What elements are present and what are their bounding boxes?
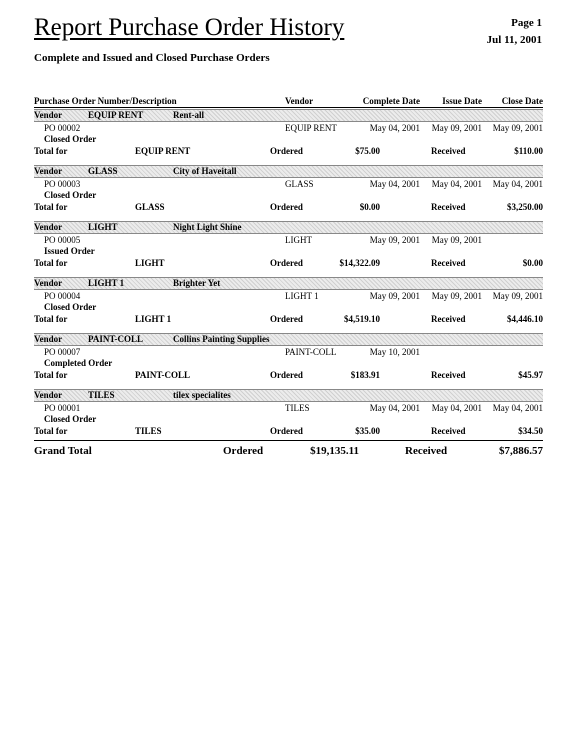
received-label: Received (431, 314, 466, 324)
po-close-date: May 04, 2001 (492, 403, 543, 413)
vendor-label: Vendor (34, 222, 63, 232)
ordered-amount: $35.00 (355, 426, 380, 436)
total-vendor-code: GLASS (135, 202, 165, 212)
total-vendor-code: TILES (135, 426, 162, 436)
grand-received-label: Received (405, 445, 448, 457)
vendor-bar (34, 109, 543, 122)
ordered-amount: $4,519.10 (344, 314, 380, 324)
vendor-label: Vendor (34, 278, 63, 288)
vendor-name: City of Haveitall (173, 166, 237, 176)
report-date: Jul 11, 2001 (486, 34, 542, 46)
col-close-date: Close Date (501, 96, 543, 106)
vendor-name: tilex specialites (173, 390, 231, 400)
po-vendor: LIGHT (285, 235, 312, 245)
grand-total-label: Grand Total (34, 445, 92, 457)
column-headers (34, 96, 543, 108)
total-vendor-code: EQUIP RENT (135, 146, 191, 156)
vendor-bar (34, 333, 543, 346)
po-number: PO 00005 (44, 235, 81, 245)
po-status: Closed Order (44, 414, 97, 424)
po-status-row (34, 246, 543, 258)
grand-total-row (34, 440, 543, 459)
vendor-name: Night Light Shine (173, 222, 242, 232)
total-vendor-code: LIGHT 1 (135, 314, 172, 324)
po-status-row (34, 414, 543, 426)
vendor-code: LIGHT 1 (88, 278, 125, 288)
vendor-label: Vendor (34, 110, 63, 120)
ordered-amount: $183.91 (350, 370, 380, 380)
received-label: Received (431, 202, 466, 212)
ordered-label: Ordered (270, 370, 303, 380)
vendor-total-row (34, 314, 543, 326)
ordered-amount: $0.00 (359, 202, 380, 212)
po-complete-date: May 09, 2001 (369, 291, 420, 301)
report-title: Report Purchase Order History (34, 14, 345, 41)
po-status-row (34, 190, 543, 202)
total-vendor-code: LIGHT (135, 258, 165, 268)
po-issue-date: May 09, 2001 (431, 123, 482, 133)
po-complete-date: May 04, 2001 (369, 403, 420, 413)
po-status: Closed Order (44, 134, 97, 144)
po-status-row (34, 302, 543, 314)
po-vendor: GLASS (285, 179, 314, 189)
report-subtitle: Complete and Issued and Closed Purchase Orders (34, 52, 270, 64)
vendor-code: PAINT-COLL (88, 334, 144, 344)
received-amount: $3,250.00 (507, 202, 543, 212)
vendor-total-row (34, 426, 543, 438)
po-status: Closed Order (44, 190, 97, 200)
col-complete-date: Complete Date (362, 96, 420, 106)
grand-ordered-label: Ordered (223, 445, 264, 457)
received-label: Received (431, 258, 466, 268)
total-vendor-code: PAINT-COLL (135, 370, 191, 380)
received-label: Received (431, 146, 466, 156)
vendor-name: Rent-all (173, 110, 204, 120)
ordered-label: Ordered (270, 146, 303, 156)
vendor-name: Brighter Yet (173, 278, 221, 288)
ordered-label: Ordered (270, 314, 303, 324)
po-status-row (34, 358, 543, 370)
po-number: PO 00007 (44, 347, 81, 357)
po-number: PO 00002 (44, 123, 81, 133)
col-issue-date: Issue Date (442, 96, 482, 106)
po-status: Issued Order (44, 246, 95, 256)
po-number: PO 00001 (44, 403, 81, 413)
received-amount: $34.50 (518, 426, 543, 436)
po-issue-date: May 09, 2001 (431, 235, 482, 245)
ordered-amount: $14,322.09 (339, 258, 380, 268)
po-number: PO 00004 (44, 291, 81, 301)
ordered-label: Ordered (270, 426, 303, 436)
vendor-label: Vendor (34, 334, 63, 344)
po-issue-date: May 04, 2001 (431, 179, 482, 189)
vendor-total-row (34, 146, 543, 158)
vendor-bar (34, 221, 543, 234)
vendor-bar (34, 389, 543, 402)
po-status-row (34, 134, 543, 146)
vendor-code: TILES (88, 390, 115, 400)
po-complete-date: May 04, 2001 (369, 123, 420, 133)
po-close-date: May 04, 2001 (492, 179, 543, 189)
grand-ordered-amount: $19,135.11 (310, 445, 359, 457)
received-amount: $0.00 (522, 258, 543, 268)
po-complete-date: May 10, 2001 (369, 347, 420, 357)
vendor-code: LIGHT (88, 222, 118, 232)
received-amount: $110.00 (514, 146, 543, 156)
total-for-label: Total for (34, 314, 68, 324)
received-amount: $45.97 (518, 370, 543, 380)
po-status: Completed Order (44, 358, 113, 368)
vendor-bar (34, 277, 543, 290)
total-for-label: Total for (34, 370, 68, 380)
po-vendor: PAINT-COLL (285, 347, 337, 357)
total-for-label: Total for (34, 146, 68, 156)
vendor-code: GLASS (88, 166, 118, 176)
ordered-label: Ordered (270, 202, 303, 212)
grand-received-amount: $7,886.57 (499, 445, 543, 457)
col-po-description: Purchase Order Number/Description (34, 96, 177, 106)
total-for-label: Total for (34, 202, 68, 212)
po-complete-date: May 09, 2001 (369, 235, 420, 245)
po-close-date: May 09, 2001 (492, 291, 543, 301)
po-issue-date: May 04, 2001 (431, 403, 482, 413)
vendor-bar (34, 165, 543, 178)
po-close-date: May 09, 2001 (492, 123, 543, 133)
po-vendor: TILES (285, 403, 310, 413)
col-vendor: Vendor (285, 96, 314, 106)
vendor-label: Vendor (34, 390, 63, 400)
total-for-label: Total for (34, 258, 68, 268)
ordered-label: Ordered (270, 258, 303, 268)
received-label: Received (431, 370, 466, 380)
vendor-total-row (34, 202, 543, 214)
po-issue-date: May 09, 2001 (431, 291, 482, 301)
vendor-label: Vendor (34, 166, 63, 176)
vendor-total-row (34, 258, 543, 270)
vendor-name: Collins Painting Supplies (173, 334, 270, 344)
total-for-label: Total for (34, 426, 68, 436)
po-complete-date: May 04, 2001 (369, 179, 420, 189)
received-amount: $4,446.10 (507, 314, 543, 324)
po-vendor: EQUIP RENT (285, 123, 337, 133)
page-number: Page 1 (511, 17, 542, 29)
ordered-amount: $75.00 (355, 146, 380, 156)
vendor-code: EQUIP RENT (88, 110, 144, 120)
po-number: PO 00003 (44, 179, 81, 189)
vendor-total-row (34, 370, 543, 382)
received-label: Received (431, 426, 466, 436)
po-vendor: LIGHT 1 (285, 291, 319, 301)
po-status: Closed Order (44, 302, 97, 312)
